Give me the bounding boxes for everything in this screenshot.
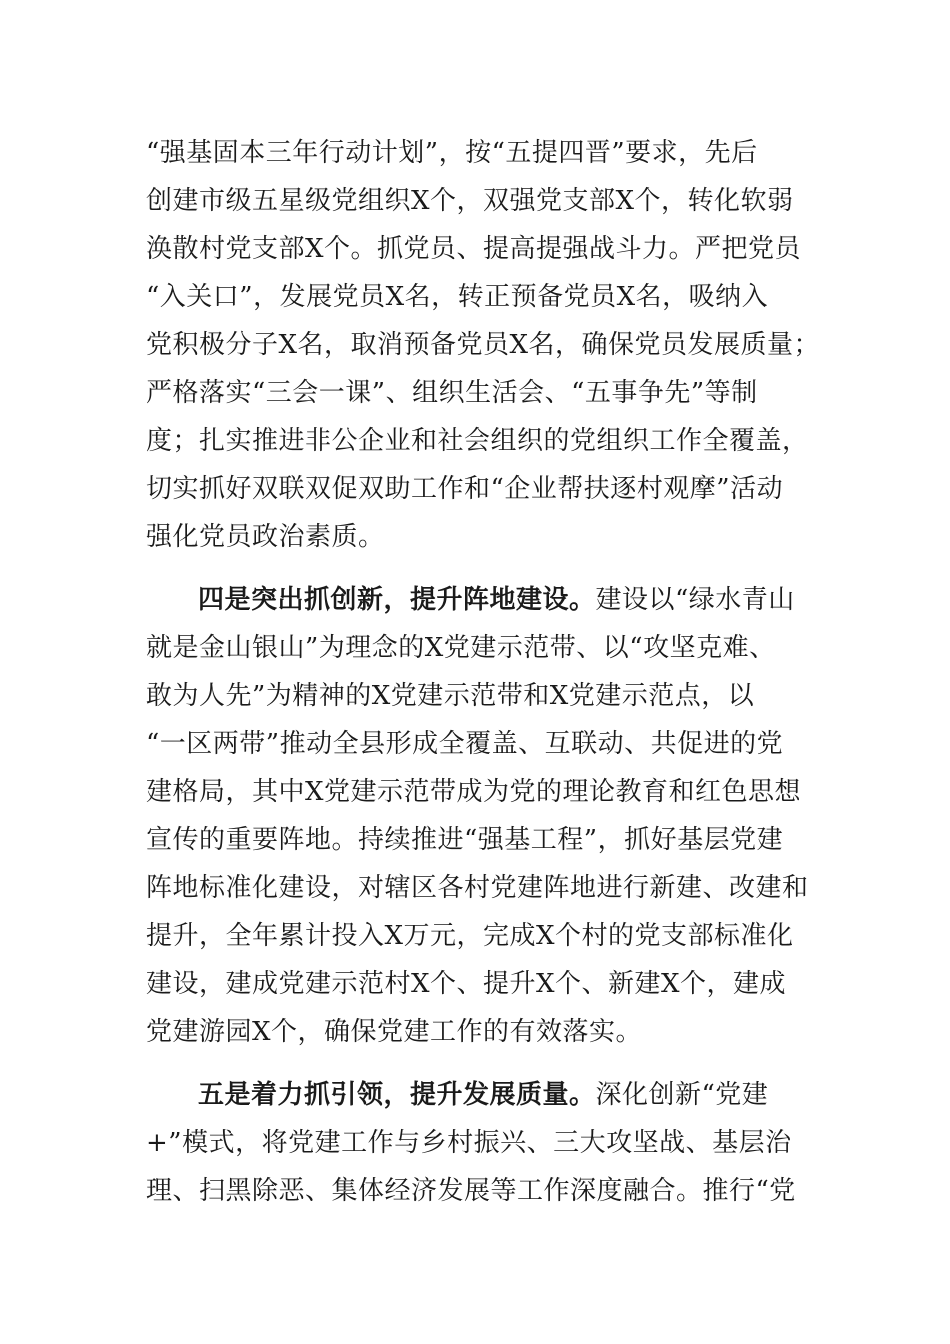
- paragraph-3-heading: 五是着力抓引领，提升发展质量。: [198, 1080, 596, 1110]
- paragraph-1-line-6: 严格落实“三会一课”、组织生活会、“五事争先”等制: [146, 378, 758, 408]
- paragraph-1-line-8: 切实抓好双联双促双助工作和“企业帮扶逐村观摩”活动: [146, 474, 784, 504]
- paragraph-2-line-2: 就是金山银山”为理念的X党建示范带、以“攻坚克难、: [146, 633, 776, 663]
- paragraph-1-line-5: 党积极分子X名，取消预备党员X名，确保党员发展质量；: [146, 330, 821, 360]
- paragraph-2-line-6: 宣传的重要阵地。持续推进“强基工程”，抓好基层党建: [146, 825, 784, 855]
- paragraph-1-line-7: 度；扎实推进非公企业和社会组织的党组织工作全覆盖，: [146, 426, 809, 456]
- paragraph-2-line-7: 阵地标准化建设，对辖区各村党建阵地进行新建、改建和: [146, 873, 809, 903]
- paragraph-3-line-2: +”模式，将党建工作与乡村振兴、三大攻坚战、基层治: [146, 1128, 792, 1158]
- paragraph-2-line-4: “一区两带”推动全县形成全覆盖、互联动、共促进的党: [146, 729, 784, 759]
- paragraph-2-first-rest: 建设以“绿水青山: [595, 585, 795, 615]
- paragraph-2-line-8: 提升，全年累计投入X万元，完成X个村的党支部标准化: [146, 921, 794, 951]
- paragraph-2-line-3: 敢为人先”为精神的X党建示范带和X党建示范点，以: [146, 681, 755, 711]
- paragraph-2-line-1: [198, 580, 838, 620]
- paragraph-2-line-10: 党建游园X个，确保党建工作的有效落实。: [146, 1017, 643, 1047]
- paragraph-3-line-3: 理、扫黑除恶、集体经济发展等工作深度融合。推行“党: [146, 1176, 796, 1206]
- paragraph-1-line-1: “强基固本三年行动计划”，按“五提四晋”要求，先后: [146, 138, 758, 168]
- paragraph-2-line-5: 建格局，其中X党建示范带成为党的理论教育和红色思想: [146, 777, 802, 807]
- paragraph-3-first-rest: 深化创新“党建: [595, 1080, 769, 1110]
- paragraph-3-line-1: [198, 1075, 838, 1115]
- paragraph-1-line-4: “入关口”，发展党员X名，转正预备党员X名，吸纳入: [146, 282, 769, 312]
- paragraph-1-line-3: 涣散村党支部X个。抓党员、提高提强战斗力。严把党员: [146, 234, 802, 264]
- paragraph-1-line-2: 创建市级五星级党组织X个，双强党支部X个，转化软弱: [146, 186, 794, 216]
- paragraph-1-line-9: 强化党员政治素质。: [146, 522, 385, 552]
- paragraph-2-heading: 四是突出抓创新，提升阵地建设。: [198, 585, 596, 615]
- paragraph-2-line-9: 建设，建成党建示范村X个、提升X个、新建X个，建成: [146, 969, 787, 999]
